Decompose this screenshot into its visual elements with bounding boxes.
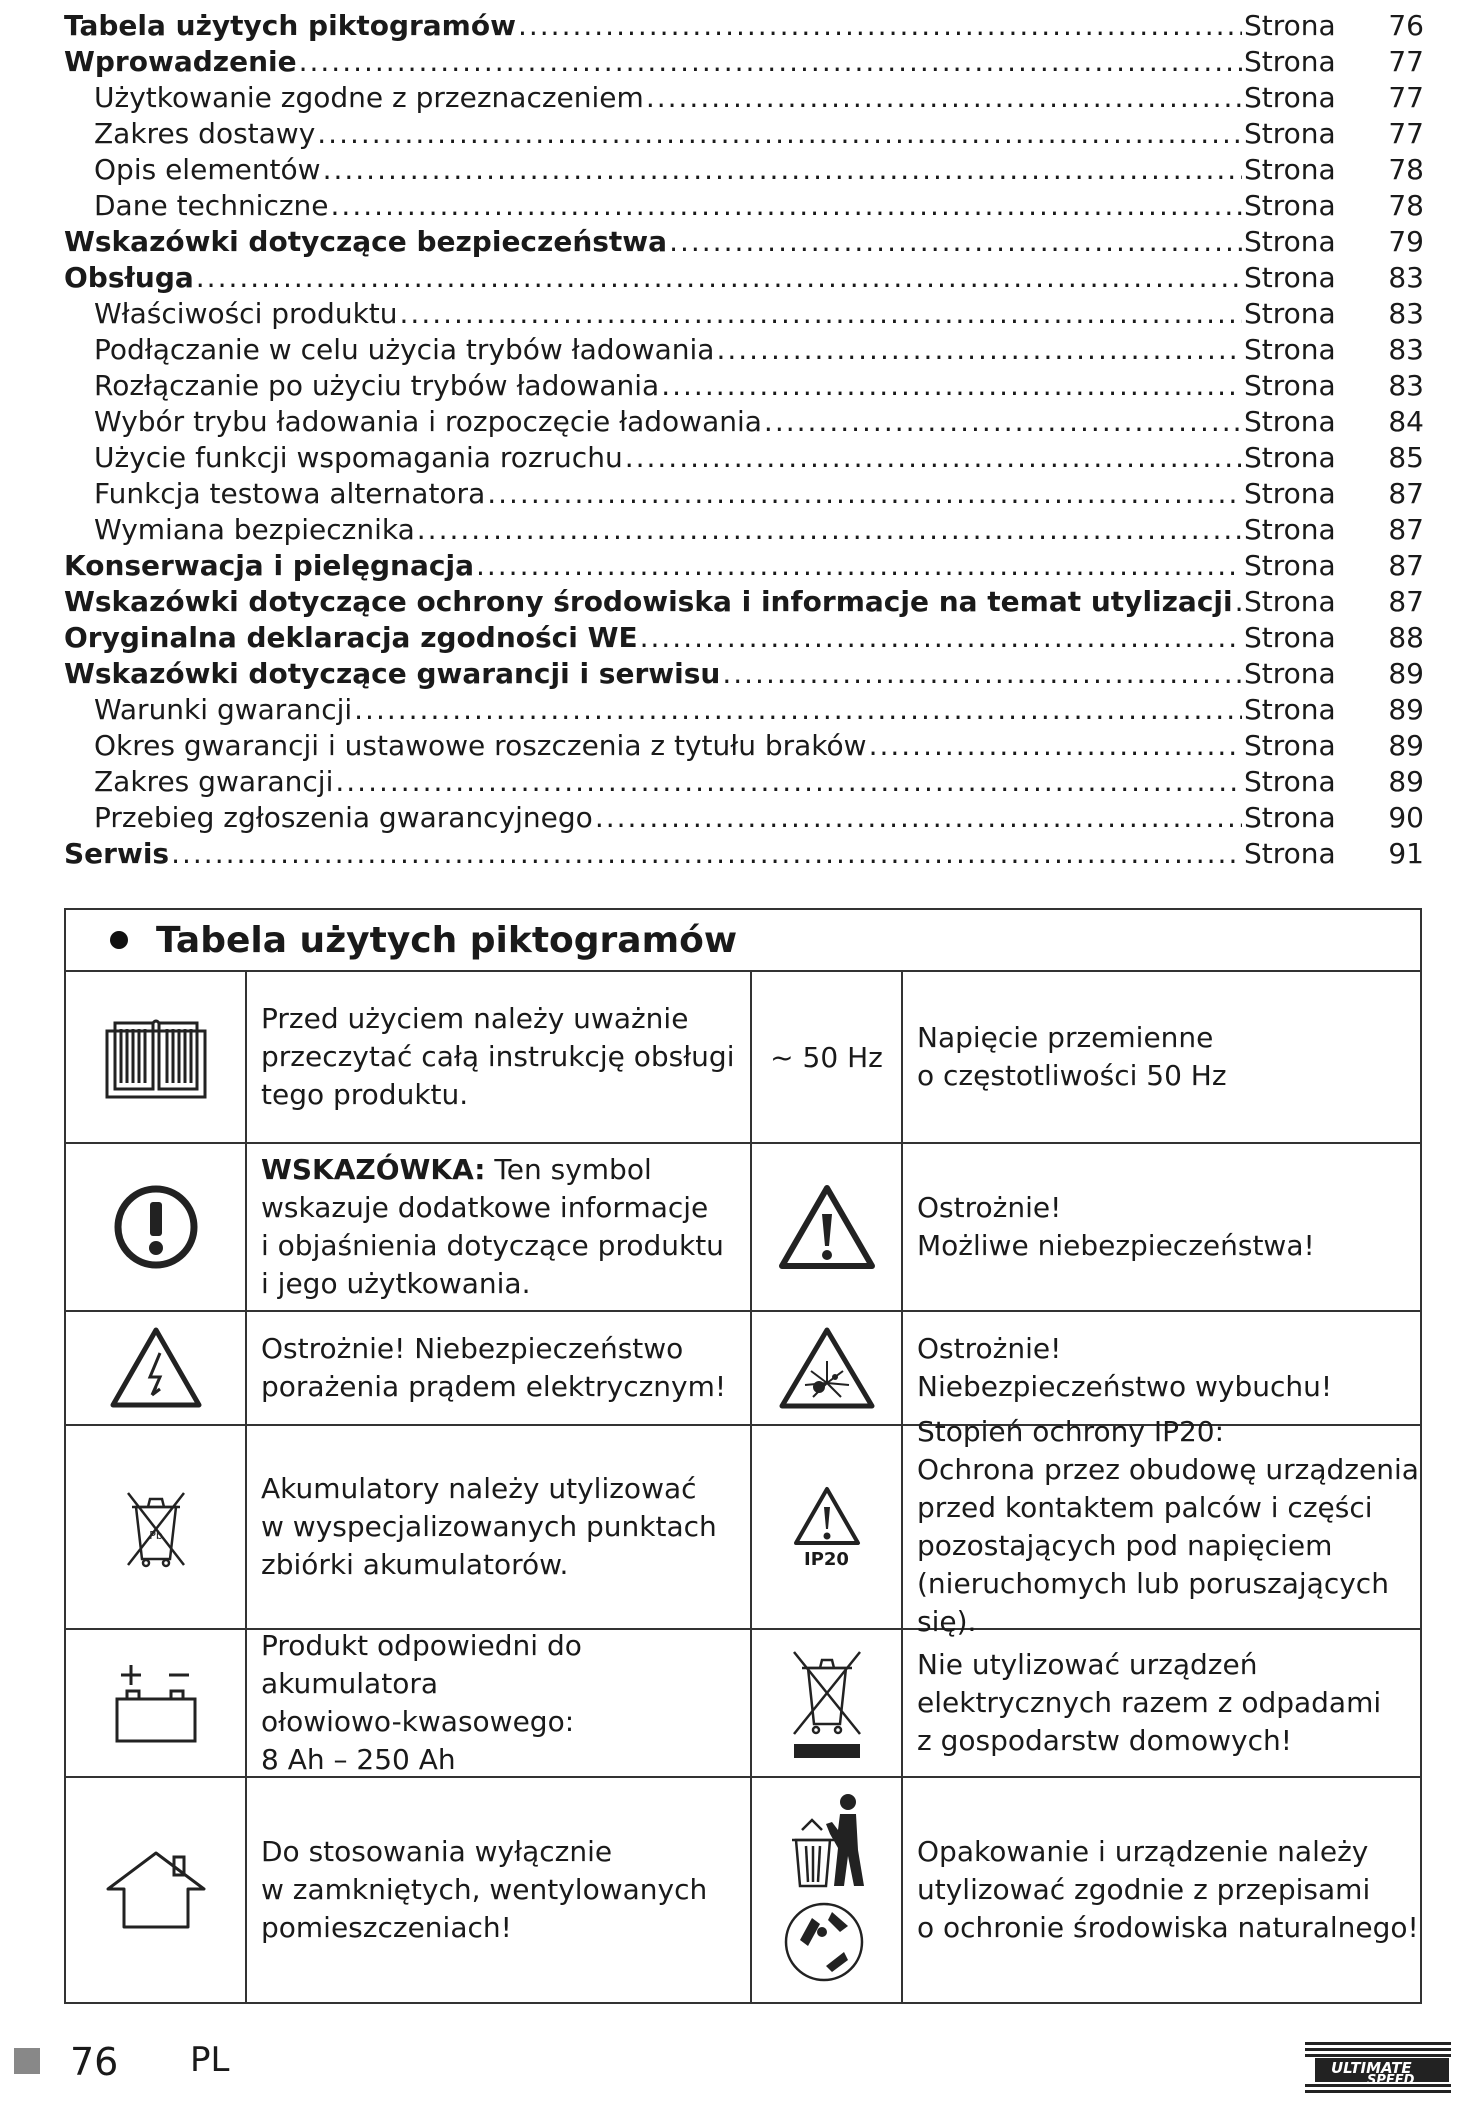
pictogram-description: Do stosowania wyłącznie w zamkniętych, wentylowanych pomieszczeniach! bbox=[261, 1835, 708, 1944]
toc-entry-page-number: 83 bbox=[1388, 261, 1424, 294]
pictogram-description: Przed użyciem należy uważnie przeczytać całą instrukcję obsługi tego produktu. bbox=[261, 1002, 735, 1111]
toc-entry-page-number: 89 bbox=[1388, 729, 1424, 762]
toc-entry-page-number: 87 bbox=[1388, 549, 1424, 582]
toc-entry-page-word: Strona bbox=[1244, 117, 1336, 150]
toc-leader-dots bbox=[317, 116, 1242, 152]
svg-text:Pb: Pb bbox=[148, 1529, 163, 1542]
ac-50hz-symbol: ~ 50 Hz bbox=[752, 972, 903, 1142]
toc-entry-page-word: Strona bbox=[1244, 837, 1336, 870]
toc-entry-page-word: Strona bbox=[1244, 549, 1336, 582]
pictogram-description: Ostrożnie! Niebezpieczeństwo porażenia prądem elektrycznym! bbox=[261, 1332, 727, 1403]
toc-entry-page-number: 87 bbox=[1388, 585, 1424, 618]
toc-entry-page-word: Strona bbox=[1244, 9, 1336, 42]
toc-entry-page-word: Strona bbox=[1244, 441, 1336, 474]
toc-leader-dots bbox=[400, 296, 1242, 332]
pictogram-table bbox=[64, 908, 1422, 2004]
toc-entry-page-word: Strona bbox=[1244, 657, 1336, 690]
toc-entry[interactable] bbox=[64, 764, 1424, 800]
toc-entry-page-word: Strona bbox=[1244, 621, 1336, 654]
toc-entry-page-number: 84 bbox=[1388, 405, 1424, 438]
toc-entry-page-word: Strona bbox=[1244, 333, 1336, 366]
logo-text-speed: SPEED bbox=[1367, 2073, 1415, 2088]
toc-entry-page-word: Strona bbox=[1244, 45, 1336, 78]
toc-entry-page-number: 79 bbox=[1388, 225, 1424, 258]
toc-entry-title: Funkcja testowa alternatora bbox=[94, 477, 486, 510]
toc-entry[interactable] bbox=[64, 404, 1424, 440]
toc-entry-page-number: 87 bbox=[1388, 477, 1424, 510]
toc-entry-title: Konserwacja i pielęgnacja bbox=[64, 549, 474, 582]
pictogram-description: Napięcie przemienne o częstotliwości 50 Hz bbox=[917, 1021, 1227, 1092]
notice-label: WSKAZÓWKA: bbox=[261, 1153, 486, 1186]
toc-entry[interactable] bbox=[64, 584, 1424, 620]
toc-entry-page-number: 83 bbox=[1388, 369, 1424, 402]
toc-entry-title: Użytkowanie zgodne z przeznaczeniem bbox=[94, 81, 644, 114]
toc-entry[interactable] bbox=[64, 728, 1424, 764]
battery-recycle-bin-icon bbox=[66, 1426, 247, 1628]
toc-entry-page-number: 89 bbox=[1388, 693, 1424, 726]
toc-leader-dots bbox=[487, 476, 1242, 512]
toc-entry-title: Wybór trybu ładowania i rozpoczęcie ładowania bbox=[94, 405, 762, 438]
toc-leader-dots bbox=[335, 764, 1242, 800]
toc-entry-page-number: 77 bbox=[1388, 81, 1424, 114]
toc-leader-dots bbox=[595, 800, 1242, 836]
toc-leader-dots bbox=[646, 80, 1242, 116]
toc-entry-page-word: Strona bbox=[1244, 261, 1336, 294]
toc-entry-page-number: 83 bbox=[1388, 333, 1424, 366]
toc-entry-page-word: Strona bbox=[1244, 693, 1336, 726]
toc-entry-title: Wprowadzenie bbox=[64, 45, 297, 78]
toc-entry[interactable] bbox=[64, 440, 1424, 476]
explosion-icon bbox=[752, 1312, 903, 1424]
tidyman-recycle-icon bbox=[782, 1790, 872, 1990]
page-number: 76 bbox=[70, 2040, 119, 2084]
toc-entry-page-number: 77 bbox=[1388, 117, 1424, 150]
toc-leader-dots bbox=[323, 152, 1242, 188]
toc-leader-dots bbox=[299, 44, 1242, 80]
toc-leader-dots bbox=[331, 188, 1242, 224]
toc-entry-page-number: 83 bbox=[1388, 297, 1424, 330]
toc-entry-title: Wskazówki dotyczące ochrony środowiska i informacje na temat utylizacji bbox=[64, 585, 1233, 618]
toc-entry-title: Opis elementów bbox=[94, 153, 321, 186]
toc-entry-page-number: 78 bbox=[1388, 153, 1424, 186]
pictogram-description: Produkt odpowiedni do akumulatora ołowiowo-kwasowego: 8 Ah – 250 Ah bbox=[261, 1629, 582, 1776]
toc-leader-dots bbox=[625, 440, 1242, 476]
toc-entry-page-word: Strona bbox=[1244, 369, 1336, 402]
toc-entry-page-word: Strona bbox=[1244, 477, 1336, 510]
pictogram-description: Ten symbol wskazuje dodatkowe informacje i objaśnienia dotyczące produktu i jego użytkowania. bbox=[261, 1153, 724, 1300]
toc-entry-title: Rozłączanie po użyciu trybów ładowania bbox=[94, 369, 660, 402]
table-of-contents bbox=[64, 8, 1424, 872]
toc-entry-page-word: Strona bbox=[1244, 765, 1336, 798]
toc-entry-page-word: Strona bbox=[1244, 297, 1336, 330]
toc-entry-page-number: 89 bbox=[1388, 765, 1424, 798]
toc-entry-title: Właściwości produktu bbox=[94, 297, 398, 330]
toc-entry-page-word: Strona bbox=[1244, 81, 1336, 114]
toc-entry[interactable] bbox=[64, 656, 1424, 692]
toc-entry-page-number: 90 bbox=[1388, 801, 1424, 834]
toc-entry[interactable] bbox=[64, 620, 1424, 656]
toc-entry[interactable] bbox=[64, 512, 1424, 548]
toc-entry-title: Okres gwarancji i ustawowe roszczenia z tytułu braków bbox=[94, 729, 867, 762]
toc-entry-title: Obsługa bbox=[64, 261, 194, 294]
toc-leader-dots bbox=[196, 260, 1242, 296]
bullet-icon bbox=[110, 931, 128, 949]
toc-entry-page-number: 78 bbox=[1388, 189, 1424, 222]
toc-leader-dots bbox=[716, 332, 1242, 368]
pictogram-table-header bbox=[66, 910, 1420, 972]
toc-entry[interactable] bbox=[64, 116, 1424, 152]
toc-entry-title: Zakres dostawy bbox=[94, 117, 316, 150]
pictogram-description: Opakowanie i urządzenie należy utylizować zgodnie z przepisami o ochronie środowiska naturalnego! bbox=[917, 1835, 1419, 1944]
toc-leader-dots bbox=[417, 512, 1242, 548]
toc-leader-dots bbox=[171, 836, 1242, 872]
pictogram-row bbox=[66, 972, 1420, 1144]
pictogram-row bbox=[66, 1144, 1420, 1312]
toc-entry[interactable] bbox=[64, 80, 1424, 116]
pictogram-description: Stopień ochrony IP20: Ochrona przez obudowę urządzenia przed kontaktem palców i części pozostających pod napięciem (nieruchomych lub poruszających się). bbox=[917, 1415, 1419, 1638]
pictogram-table-title: Tabela użytych piktogramów bbox=[156, 919, 738, 961]
footer-marker bbox=[14, 2048, 40, 2074]
toc-entry[interactable] bbox=[64, 332, 1424, 368]
toc-leader-dots bbox=[669, 224, 1242, 260]
toc-leader-dots bbox=[354, 692, 1242, 728]
logo-text-ultimate: ULTIMATE bbox=[1331, 2059, 1412, 2077]
toc-entry-title: Tabela użytych piktogramów bbox=[64, 9, 516, 42]
toc-entry-title: Wskazówki dotyczące bezpieczeństwa bbox=[64, 225, 668, 258]
pictogram-row bbox=[66, 1630, 1420, 1778]
toc-leader-dots bbox=[1235, 584, 1242, 620]
toc-entry-page-number: 77 bbox=[1388, 45, 1424, 78]
notice-exclamation-icon bbox=[66, 1144, 247, 1310]
language-code: PL bbox=[190, 2040, 230, 2080]
toc-leader-dots bbox=[640, 620, 1242, 656]
toc-entry-title: Wskazówki dotyczące gwarancji i serwisu bbox=[64, 657, 721, 690]
toc-entry-page-number: 76 bbox=[1388, 9, 1424, 42]
toc-leader-dots bbox=[764, 404, 1242, 440]
toc-entry[interactable] bbox=[64, 188, 1424, 224]
toc-leader-dots bbox=[722, 656, 1242, 692]
ip20-label: IP20 bbox=[804, 1548, 849, 1570]
warning-triangle-icon bbox=[752, 1144, 903, 1310]
toc-entry[interactable] bbox=[64, 44, 1424, 80]
toc-entry-page-word: Strona bbox=[1244, 513, 1336, 546]
pictogram-row bbox=[66, 1312, 1420, 1426]
electric-shock-icon bbox=[66, 1312, 247, 1424]
toc-entry-title: Wymiana bezpiecznika bbox=[94, 513, 415, 546]
toc-leader-dots bbox=[869, 728, 1242, 764]
toc-entry-page-word: Strona bbox=[1244, 189, 1336, 222]
pictogram-description: Ostrożnie! Możliwe niebezpieczeństwa! bbox=[917, 1191, 1315, 1262]
toc-entry-page-word: Strona bbox=[1244, 405, 1336, 438]
toc-entry-page-number: 91 bbox=[1388, 837, 1424, 870]
ip20-icon bbox=[792, 1485, 862, 1570]
pictogram-description: Nie utylizować urządzeń elektrycznych razem z odpadami z gospodarstw domowych! bbox=[917, 1648, 1382, 1757]
pictogram-row bbox=[66, 1778, 1420, 2002]
toc-entry[interactable] bbox=[64, 800, 1424, 836]
toc-entry-page-number: 87 bbox=[1388, 513, 1424, 546]
pictogram-description: Ostrożnie! Niebezpieczeństwo wybuchu! bbox=[917, 1332, 1333, 1403]
toc-entry-title: Przebieg zgłoszenia gwarancyjnego bbox=[94, 801, 593, 834]
toc-entry-page-number: 85 bbox=[1388, 441, 1424, 474]
toc-entry[interactable] bbox=[64, 476, 1424, 512]
toc-entry-page-word: Strona bbox=[1244, 585, 1336, 618]
toc-entry[interactable] bbox=[64, 296, 1424, 332]
toc-entry-page-word: Strona bbox=[1244, 225, 1336, 258]
toc-entry-title: Dane techniczne bbox=[94, 189, 329, 222]
weee-bin-icon bbox=[752, 1630, 903, 1776]
pictogram-description: Akumulatory należy utylizować w wyspecjalizowanych punktach zbiórki akumulatorów. bbox=[261, 1472, 717, 1581]
toc-entry[interactable] bbox=[64, 836, 1424, 872]
toc-entry-page-number: 89 bbox=[1388, 657, 1424, 690]
ultimate-speed-logo bbox=[1305, 2038, 1451, 2096]
toc-entry-title: Podłączanie w celu użycia trybów ładowania bbox=[94, 333, 715, 366]
lead-acid-battery-icon bbox=[66, 1630, 247, 1776]
toc-entry-title: Zakres gwarancji bbox=[94, 765, 334, 798]
manual-book-icon bbox=[66, 972, 247, 1142]
toc-entry-title: Użycie funkcji wspomagania rozruchu bbox=[94, 441, 623, 474]
toc-entry[interactable] bbox=[64, 8, 1424, 44]
toc-entry-page-word: Strona bbox=[1244, 729, 1336, 762]
indoor-house-icon bbox=[66, 1778, 247, 2002]
toc-entry[interactable] bbox=[64, 548, 1424, 584]
toc-entry-page-word: Strona bbox=[1244, 153, 1336, 186]
toc-entry[interactable] bbox=[64, 152, 1424, 188]
toc-entry-title: Serwis bbox=[64, 837, 170, 870]
toc-entry-title: Warunki gwarancji bbox=[94, 693, 353, 726]
toc-entry-title: Oryginalna deklaracja zgodności WE bbox=[64, 621, 638, 654]
toc-leader-dots bbox=[476, 548, 1242, 584]
toc-entry[interactable] bbox=[64, 368, 1424, 404]
pictogram-row bbox=[66, 1415, 1420, 1638]
toc-entry[interactable] bbox=[64, 224, 1424, 260]
toc-entry-page-word: Strona bbox=[1244, 801, 1336, 834]
toc-entry-page-number: 88 bbox=[1388, 621, 1424, 654]
toc-leader-dots bbox=[661, 368, 1242, 404]
toc-entry[interactable] bbox=[64, 260, 1424, 296]
toc-entry[interactable] bbox=[64, 692, 1424, 728]
toc-leader-dots bbox=[518, 8, 1242, 44]
